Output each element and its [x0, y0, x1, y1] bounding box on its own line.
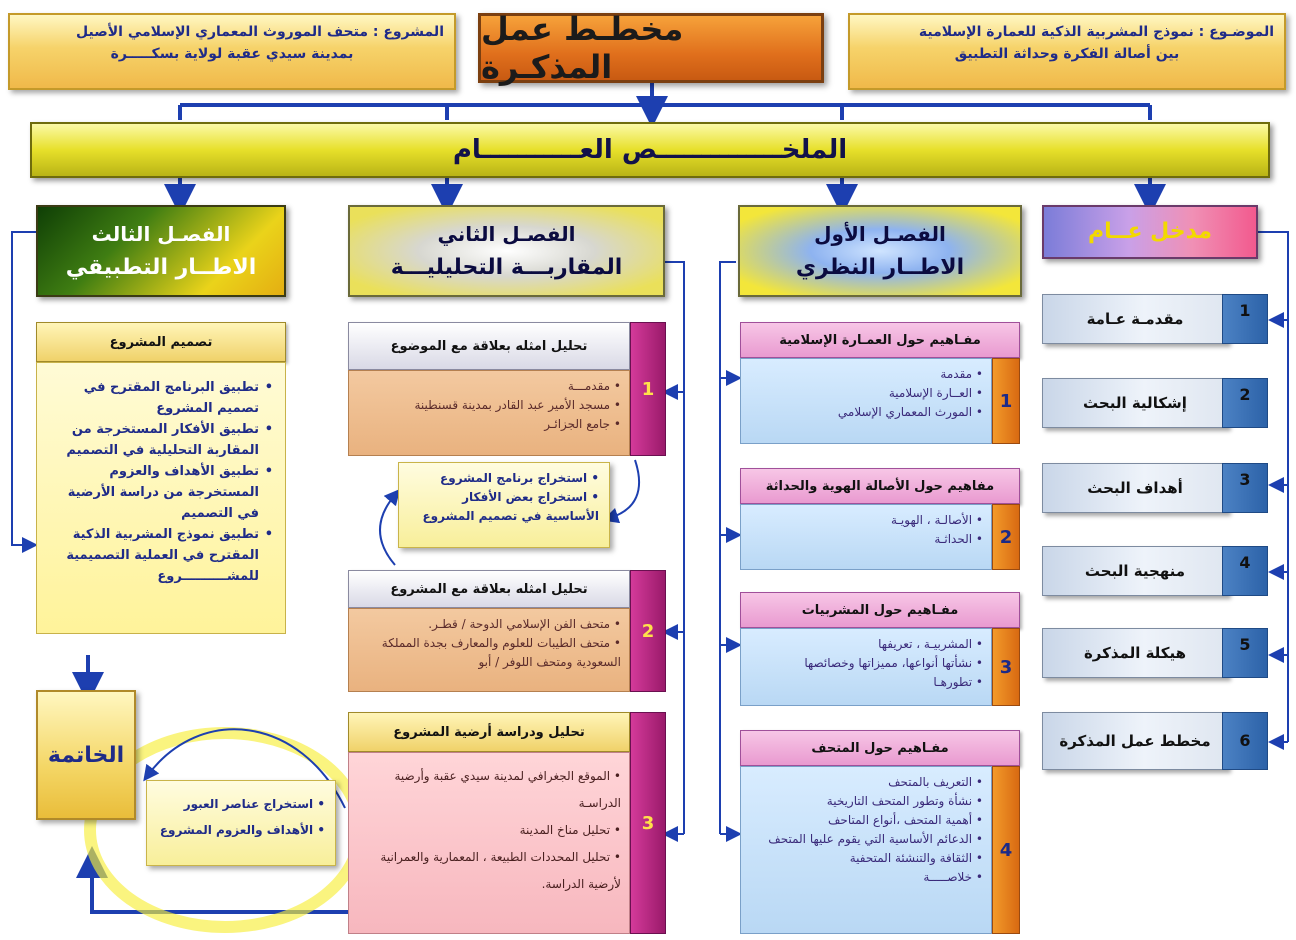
ch2-section-2-title: تحليل امثله بعلاقة مع المشروع	[348, 570, 630, 608]
list-item: • تطبيق الأهداف والعزوم المستخرجة من دراسة الأرضية في التصميم	[49, 461, 273, 524]
chapter1-subtitle: الاطــار النظري	[795, 255, 965, 280]
general-summary-bar: الملخــــــــــــــص العـــــــــــام	[30, 122, 1270, 178]
topic-line-1: الموضـوع : نموذج المشربية الذكية للعمارة الإسلامية	[918, 24, 1274, 40]
ch2-section-1-title: تحليل امثله بعلاقة مع الموضوع	[348, 322, 630, 370]
list-item: • أهمية المتحف ،أنواع المتاحف	[749, 811, 983, 830]
ch2-section-3-title: تحليل ودراسة أرضية المشروع	[348, 712, 630, 752]
list-item: • استخراج بعض الأفكار الأساسية في تصميم المشروع	[409, 488, 599, 526]
intro-item-label: مخطط عمل المذكرة	[1059, 732, 1211, 750]
intro-item-4	[1042, 546, 1228, 596]
ch2-output-note-1	[398, 462, 610, 548]
intro-item-label: أهداف البحث	[1087, 479, 1183, 497]
ch1-section-2-title: مفاهيم حول الأصالة الهوية والحداثة	[740, 468, 1020, 504]
ch1-section-2-body	[740, 504, 992, 570]
list-item: • المشربيـة ، تعريفها	[749, 635, 983, 654]
list-item: • الموقع الجغرافي لمدينة سيدي عقبة وأرضية الدراسـة	[357, 763, 621, 817]
chapter2-subtitle: المقاربـــة التحليليـــة	[390, 255, 623, 280]
ch1-section-3-number: 3	[992, 628, 1020, 706]
ch1-section-3-title: مفـاهيم حول المشربيات	[740, 592, 1020, 628]
intro-item-number: 6	[1222, 712, 1268, 770]
ch1-section-1-body	[740, 358, 992, 444]
project-line-1: المشروع : متحف الموروث المعماري الإسلامي الأصيل	[76, 24, 444, 40]
ch2-section-2-number: 2	[630, 570, 666, 692]
ch1-section-4-body	[740, 766, 992, 934]
ch1-section-2-number: 2	[992, 504, 1020, 570]
chapter3-header	[36, 205, 286, 297]
ch1-section-1-title: مفـاهيم حول العمـارة الإسلامية	[740, 322, 1020, 358]
list-item: • مقدمـــة	[357, 377, 621, 396]
page-title: مخطـط عمل المذكـرة	[478, 13, 824, 83]
list-item: • تطبيق نموذج المشربية الذكية المقترح في العملية التصميمية للمشــــــــــروع	[49, 524, 273, 587]
list-item: • استخراج عناصر العبور	[157, 791, 325, 817]
intro-item-label: منهجية البحث	[1084, 562, 1186, 580]
list-item: • نشأتها أنواعها، مميزاتها وخصائصها	[749, 654, 983, 673]
ch1-section-4-number: 4	[992, 766, 1020, 934]
intro-item-number: 4	[1222, 546, 1268, 596]
list-item: • متحف الفن الإسلامي الدوحة / قطـر.	[357, 615, 621, 634]
ch1-section-4-title: مفـاهيم حول المتحف	[740, 730, 1020, 766]
list-item: • الثقافة والتنشئة المتحفية	[749, 849, 983, 868]
topic-line-2: بين أصالة الفكرة وحداثة التطبيق	[954, 46, 1180, 62]
ch3-design-body	[36, 362, 286, 634]
topic-box	[848, 13, 1286, 90]
ch2-section-3-body	[348, 752, 630, 934]
list-item: • نشأة وتطور المتحف التاريخية	[749, 792, 983, 811]
project-line-2: بمدينة سيدي عقبة لولاية بسكـــــرة	[110, 46, 354, 62]
intro-item-number: 3	[1222, 463, 1268, 513]
list-item: • جامع الجزائـر	[357, 415, 621, 434]
list-item: • الأصالـة ، الهويـة	[749, 511, 983, 530]
list-item: • تحليل المحددات الطبيعة ، المعمارية والعمرانية لأرضية الدراسة.	[357, 844, 621, 898]
list-item: • متحف الطيبات للعلوم والمعارف بجدة المملكة السعودية ومتحف اللوفر / أبو	[357, 634, 621, 672]
list-item: • العــارة الإسلامية	[749, 384, 983, 403]
list-item: • الحداثـة	[749, 530, 983, 549]
chapter3-title: الفصـل الثالث	[91, 222, 231, 246]
ch2-section-2-body	[348, 608, 630, 692]
list-item: • الدعائم الأساسية التي يقوم عليها المتحف	[749, 830, 983, 849]
ch1-section-1-number: 1	[992, 358, 1020, 444]
intro-item-3	[1042, 463, 1228, 513]
list-item: • خلاصـــــة	[749, 868, 983, 887]
intro-item-number: 1	[1222, 294, 1268, 344]
chapter3-subtitle: الاطــار التطبيقي	[65, 255, 257, 280]
ch2-section-1-number: 1	[630, 322, 666, 456]
chapter2-header	[348, 205, 665, 297]
list-item: • تحليل مناخ المدينة	[357, 817, 621, 844]
intro-item-number: 5	[1222, 628, 1268, 678]
list-item: • الأهداف والعزوم المشروع	[157, 817, 325, 843]
intro-item-label: إشكالية البحث	[1083, 394, 1187, 412]
list-item: • تطبيق الأفكار المستخرجة من المقاربة التحليلية في التصميم	[49, 419, 273, 461]
intro-item-5	[1042, 628, 1228, 678]
ch2-section-3-number: 3	[630, 712, 666, 934]
chapter1-header	[738, 205, 1022, 297]
conclusion-box: الخاتمة	[36, 690, 136, 820]
list-item: • مقدمة	[749, 365, 983, 384]
intro-item-label: هيكلة المذكرة	[1083, 644, 1187, 662]
list-item: • التعريف بالمتحف	[749, 773, 983, 792]
ch3-design-title: تصميم المشروع	[36, 322, 286, 362]
general-intro-title: مدخل عــام	[1088, 219, 1212, 244]
project-box	[8, 13, 456, 90]
intro-item-number: 2	[1222, 378, 1268, 428]
ch1-section-3-body	[740, 628, 992, 706]
list-item: • المورث المعماري الإسلامي	[749, 403, 983, 422]
ch2-section-1-body	[348, 370, 630, 456]
intro-item-1	[1042, 294, 1228, 344]
chapter2-title: الفصـل الثاني	[437, 222, 576, 246]
list-item: • مسجد الأمير عبد القادر بمدينة قسنطينة	[357, 396, 621, 415]
chapter1-title: الفصـل الأول	[814, 222, 946, 246]
intro-item-6	[1042, 712, 1228, 770]
list-item: • تطبيق البرنامج المقترح في تصميم المشروع	[49, 377, 273, 419]
list-item: • استخراج برنامج المشروع	[409, 469, 599, 488]
intro-item-2	[1042, 378, 1228, 428]
general-intro-header	[1042, 205, 1258, 259]
list-item: • تطورهـا	[749, 673, 983, 692]
ch2-output-note-2	[146, 780, 336, 866]
intro-item-label: مقدمـة عـامة	[1086, 310, 1184, 328]
